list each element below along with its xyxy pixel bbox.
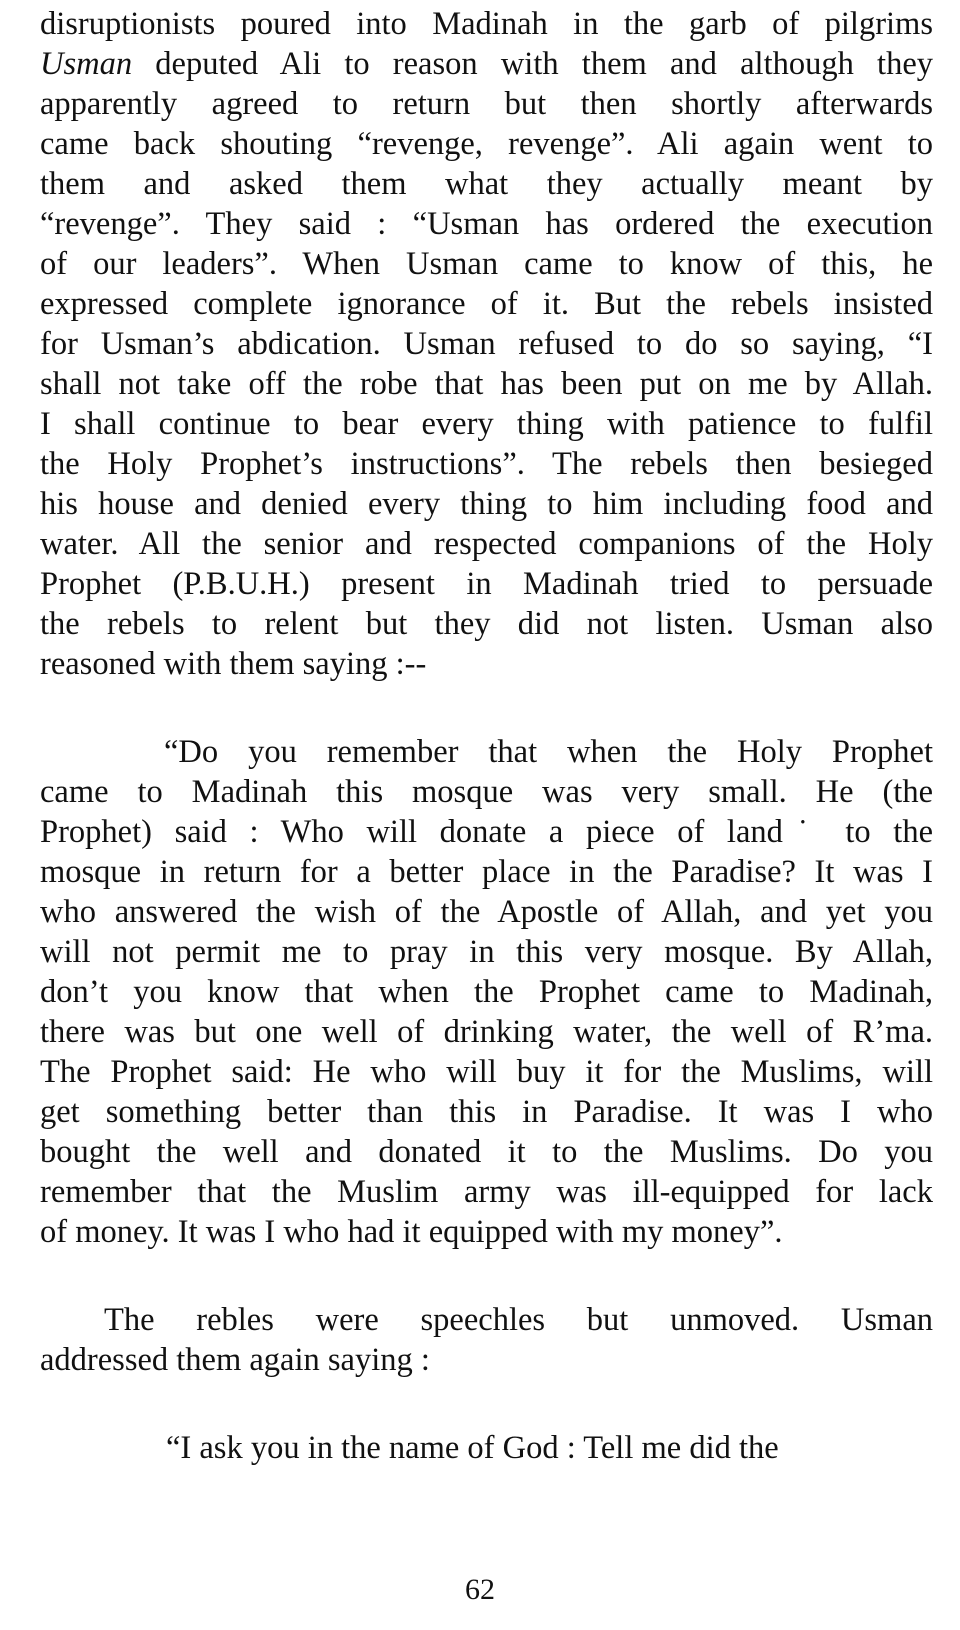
text-line: reasoned with them saying :-- xyxy=(40,646,427,682)
text-line: mosque in return for a better place in the Paradise? It was I xyxy=(40,854,933,890)
paragraph-gap xyxy=(40,1252,933,1300)
italic-word: Usman xyxy=(40,46,133,82)
text-line: them and asked them what they actually meant by xyxy=(40,166,933,202)
text-line: The Prophet said: He who will buy it for the Muslims, will xyxy=(40,1054,933,1090)
paragraph-gap xyxy=(40,684,933,732)
text-line: the rebels to relent but they did not listen. Usman also xyxy=(40,606,933,642)
text-line: “revenge”. They said : “Usman has ordered the execution xyxy=(40,206,933,242)
paragraph-gap xyxy=(40,1380,933,1428)
text-line: disruptionists poured into Madinah in the garb of pilgrims xyxy=(40,6,933,42)
text-line: addressed them again saying : xyxy=(40,1342,430,1378)
text-line: Prophet) said : Who will donate a piece of land˙ to the xyxy=(40,814,933,850)
text-line: there was but one well of drinking water, the well of R’ma. xyxy=(40,1014,933,1050)
page-number: 62 xyxy=(465,1573,495,1606)
text-line: of our leaders”. When Usman came to know of this, he xyxy=(40,246,933,282)
text-line: get something better than this in Paradise. It was I who xyxy=(40,1094,933,1130)
text-line: who answered the wish of the Apostle of Allah, and yet you xyxy=(40,894,933,930)
text-line: The rebles were speechles but unmoved. Usman xyxy=(104,1302,933,1338)
text-line: I shall continue to bear every thing with patience to fulfil xyxy=(40,406,933,442)
text-line: apparently agreed to return but then shortly afterwards xyxy=(40,86,933,122)
text-line: will not permit me to pray in this very mosque. By Allah, xyxy=(40,934,933,970)
text-line: his house and denied every thing to him including food and xyxy=(40,486,933,522)
text-line: “I ask you in the name of God : Tell me did the xyxy=(166,1430,779,1466)
paragraph-3 xyxy=(40,1300,933,1380)
text-line: for Usman’s abdication. Usman refused to do so saying, “I xyxy=(40,326,933,362)
text-line xyxy=(40,44,933,84)
text-line: bought the well and donated it to the Muslims. Do you xyxy=(40,1134,933,1170)
text-line: “Do you remember that when the Holy Prophet xyxy=(164,734,933,770)
text-line: came back shouting “revenge, revenge”. Ali again went to xyxy=(40,126,933,162)
text-line-rest: deputed Ali to reason with them and although they xyxy=(155,46,934,82)
document-page xyxy=(40,4,933,1468)
text-line: came to Madinah this mosque was very small. He (the xyxy=(40,774,933,810)
text-line: expressed complete ignorance of it. But the rebels insisted xyxy=(40,286,933,322)
paragraph-4-quote xyxy=(40,1428,933,1468)
text-line: shall not take off the robe that has been put on me by Allah. xyxy=(40,366,933,402)
text-line: of money. It was I who had it equipped with my money”. xyxy=(40,1214,783,1250)
text-line: remember that the Muslim army was ill-equipped for lack xyxy=(40,1174,933,1210)
text-line: don’t you know that when the Prophet came to Madinah, xyxy=(40,974,933,1010)
text-line: Prophet (P.B.U.H.) present in Madinah tried to persuade xyxy=(40,566,933,602)
text-line: water. All the senior and respected companions of the Holy xyxy=(40,526,933,562)
text-line: the Holy Prophet’s instructions”. The rebels then besieged xyxy=(40,446,933,482)
paragraph-2-quote xyxy=(40,732,933,1252)
paragraph-1 xyxy=(40,4,933,684)
